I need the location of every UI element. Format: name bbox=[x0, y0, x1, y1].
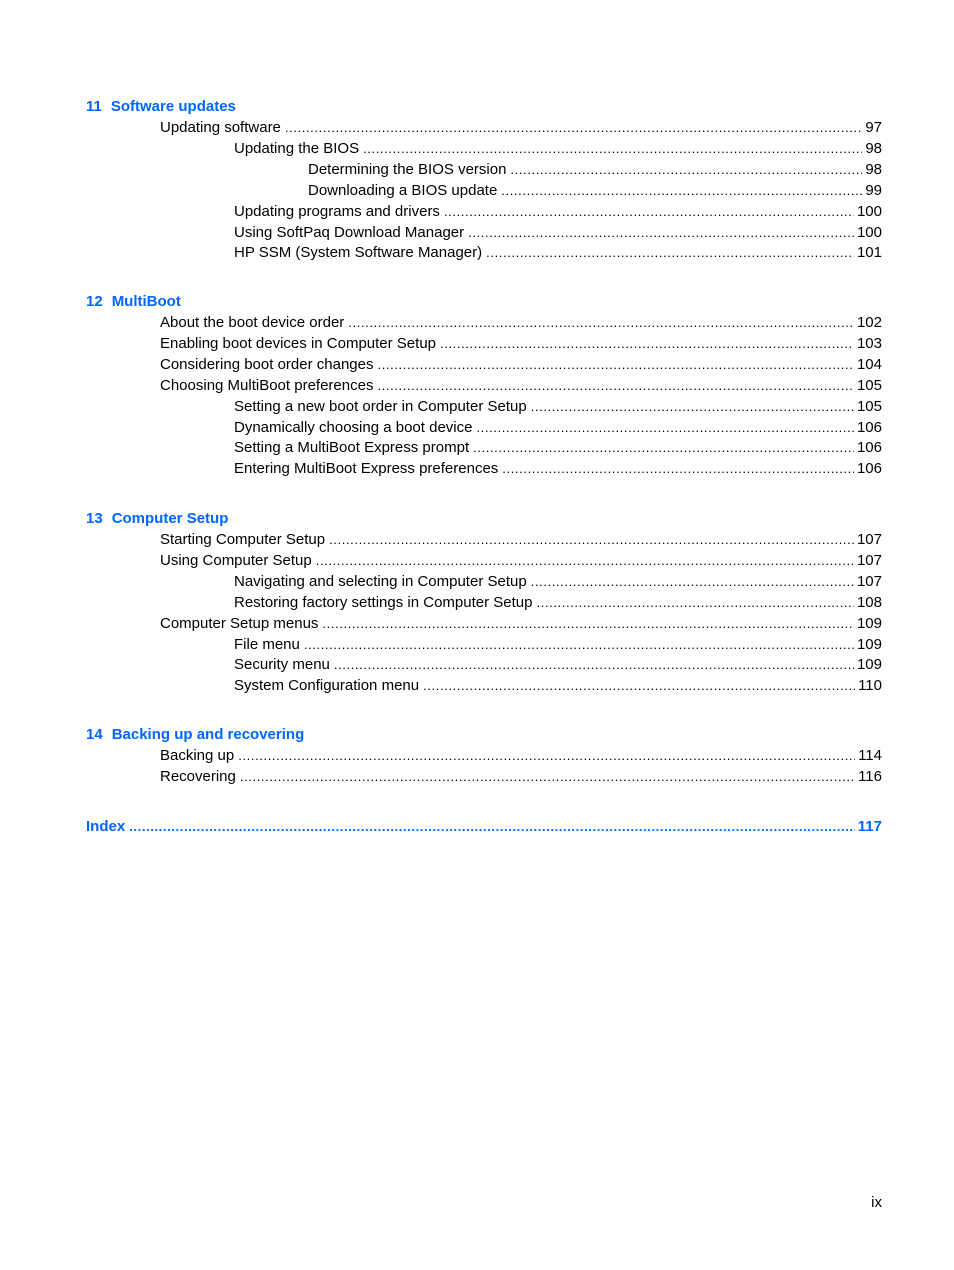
index-page: 117 bbox=[857, 818, 882, 835]
dot-leader bbox=[377, 376, 854, 396]
toc-entry-label: Navigating and selecting in Computer Setup bbox=[234, 572, 527, 590]
toc-entry-page: 105 bbox=[856, 376, 882, 394]
toc-entry-label: Using SoftPaq Download Manager bbox=[234, 223, 465, 241]
toc-entry[interactable] bbox=[234, 202, 882, 222]
chapter-heading[interactable] bbox=[86, 97, 236, 117]
dot-leader bbox=[377, 355, 853, 375]
dot-leader bbox=[423, 676, 855, 696]
toc-entry-label: Setting a new boot order in Computer Setup bbox=[234, 397, 527, 415]
toc-entry[interactable] bbox=[160, 551, 882, 571]
toc-entry-page: 103 bbox=[856, 334, 882, 352]
toc-entry[interactable] bbox=[234, 397, 882, 417]
toc-entry-label: Choosing MultiBoot preferences bbox=[160, 376, 374, 394]
toc-entry-page: 109 bbox=[856, 656, 882, 674]
dot-leader bbox=[476, 418, 854, 438]
toc-entry-page: 107 bbox=[856, 531, 882, 548]
dot-leader bbox=[531, 397, 854, 417]
toc-entry-page: 98 bbox=[865, 139, 882, 157]
chapter-heading[interactable] bbox=[86, 509, 228, 529]
toc-entry-label: Downloading a BIOS update bbox=[308, 181, 498, 199]
toc-entry-label: Considering boot order changes bbox=[160, 355, 374, 373]
dot-leader bbox=[240, 767, 855, 787]
chapter-heading[interactable] bbox=[86, 292, 181, 312]
toc-index-entry[interactable] bbox=[86, 817, 882, 837]
toc-entry-page: 101 bbox=[856, 244, 882, 262]
toc-entry-label: Computer Setup menus bbox=[160, 614, 319, 632]
chapter-number: 11 bbox=[86, 98, 102, 115]
toc-entry-label: Starting Computer Setup bbox=[160, 531, 326, 548]
dot-leader bbox=[536, 593, 853, 613]
toc-entry-label: Recovering bbox=[160, 767, 236, 785]
toc-entry-page: 114 bbox=[858, 747, 882, 764]
toc-entry-label: Updating programs and drivers bbox=[234, 202, 440, 220]
dot-leader bbox=[510, 160, 862, 180]
toc-entry-label: File menu bbox=[234, 635, 300, 653]
toc-entry[interactable] bbox=[234, 676, 882, 696]
chapter-number: 14 bbox=[86, 726, 103, 743]
toc-entry-label: Determining the BIOS version bbox=[308, 160, 507, 178]
dot-leader bbox=[502, 459, 854, 479]
toc-entry-label: Updating software bbox=[160, 119, 281, 136]
toc-entry-page: 105 bbox=[856, 397, 882, 415]
chapter-title: Software updates bbox=[110, 98, 236, 115]
dot-leader bbox=[238, 746, 855, 766]
chapter-number: 12 bbox=[86, 293, 103, 310]
toc-entry-page: 109 bbox=[856, 635, 882, 653]
toc-entry-page: 102 bbox=[856, 314, 882, 331]
dot-leader bbox=[348, 313, 854, 333]
dot-leader bbox=[129, 817, 855, 837]
toc-entry[interactable] bbox=[308, 181, 882, 201]
dot-leader bbox=[285, 118, 862, 138]
toc-entry-page: 109 bbox=[856, 614, 882, 632]
toc-entry[interactable] bbox=[160, 313, 882, 333]
toc-entry[interactable] bbox=[160, 746, 882, 766]
dot-leader bbox=[440, 334, 854, 354]
toc-entry-label: Dynamically choosing a boot device bbox=[234, 418, 473, 436]
toc-entry-page: 97 bbox=[865, 119, 882, 136]
dot-leader bbox=[486, 243, 854, 263]
toc-entry[interactable] bbox=[160, 530, 882, 550]
toc-entry-label: Updating the BIOS bbox=[234, 139, 360, 157]
chapter-title: Computer Setup bbox=[111, 510, 229, 527]
toc-entry-label: About the boot device order bbox=[160, 314, 345, 331]
dot-leader bbox=[444, 202, 854, 222]
dot-leader bbox=[316, 551, 854, 571]
toc-entry-label: Restoring factory settings in Computer Setup bbox=[234, 593, 533, 611]
page-number: ix bbox=[871, 1194, 882, 1211]
toc-entry-page: 116 bbox=[858, 767, 882, 785]
toc-entry[interactable] bbox=[160, 355, 882, 375]
toc-entry[interactable] bbox=[160, 118, 882, 138]
toc-entry-page: 104 bbox=[856, 355, 882, 373]
chapter-heading[interactable] bbox=[86, 725, 304, 745]
toc-entry-page: 106 bbox=[856, 439, 882, 457]
toc-entry[interactable] bbox=[234, 243, 882, 263]
toc-entry-page: 110 bbox=[858, 677, 882, 695]
toc-entry[interactable] bbox=[160, 614, 882, 634]
toc-entry[interactable] bbox=[234, 223, 882, 243]
toc-entry-page: 106 bbox=[856, 460, 882, 478]
dot-leader bbox=[334, 655, 854, 675]
dot-leader bbox=[473, 438, 854, 458]
dot-leader bbox=[531, 572, 854, 592]
dot-leader bbox=[363, 139, 862, 159]
toc-entry[interactable] bbox=[160, 767, 882, 787]
toc-entry[interactable] bbox=[160, 376, 882, 396]
toc-entry-label: Enabling boot devices in Computer Setup bbox=[160, 334, 437, 352]
toc-entry[interactable] bbox=[234, 418, 882, 438]
dot-leader bbox=[468, 223, 854, 243]
toc-entry-label: Entering MultiBoot Express preferences bbox=[234, 460, 499, 478]
toc-entry-page: 108 bbox=[856, 593, 882, 611]
toc-entry[interactable] bbox=[234, 655, 882, 675]
toc-entry-page: 100 bbox=[856, 223, 882, 241]
toc-entry-label: Setting a MultiBoot Express prompt bbox=[234, 439, 470, 457]
chapter-title: MultiBoot bbox=[111, 293, 181, 310]
toc-entry[interactable] bbox=[234, 438, 882, 458]
toc-entry-page: 107 bbox=[856, 551, 882, 569]
toc-entry-label: Backing up bbox=[160, 747, 235, 764]
toc-entry-page: 99 bbox=[865, 181, 882, 199]
toc-entry-page: 106 bbox=[856, 418, 882, 436]
toc-entry[interactable] bbox=[234, 139, 882, 159]
toc-entry[interactable] bbox=[234, 593, 882, 613]
index-label: Index bbox=[86, 818, 126, 835]
dot-leader bbox=[329, 530, 854, 550]
toc-entry-label: Security menu bbox=[234, 656, 330, 674]
dot-leader bbox=[501, 181, 862, 201]
toc-entry[interactable] bbox=[234, 635, 882, 655]
dot-leader bbox=[322, 614, 854, 634]
toc-entry[interactable] bbox=[160, 334, 882, 354]
toc-entry[interactable] bbox=[234, 572, 882, 592]
toc-entry[interactable] bbox=[308, 160, 882, 180]
toc-entry-label: Using Computer Setup bbox=[160, 551, 312, 569]
toc-entry-page: 107 bbox=[856, 572, 882, 590]
dot-leader bbox=[304, 635, 854, 655]
chapter-number: 13 bbox=[86, 510, 103, 527]
toc-entry-page: 100 bbox=[856, 202, 882, 220]
toc-entry-label: HP SSM (System Software Manager) bbox=[234, 244, 483, 262]
toc-entry-label: System Configuration menu bbox=[234, 677, 420, 695]
toc-entry-page: 98 bbox=[865, 160, 882, 178]
toc-entry[interactable] bbox=[234, 459, 882, 479]
chapter-title: Backing up and recovering bbox=[111, 726, 305, 743]
